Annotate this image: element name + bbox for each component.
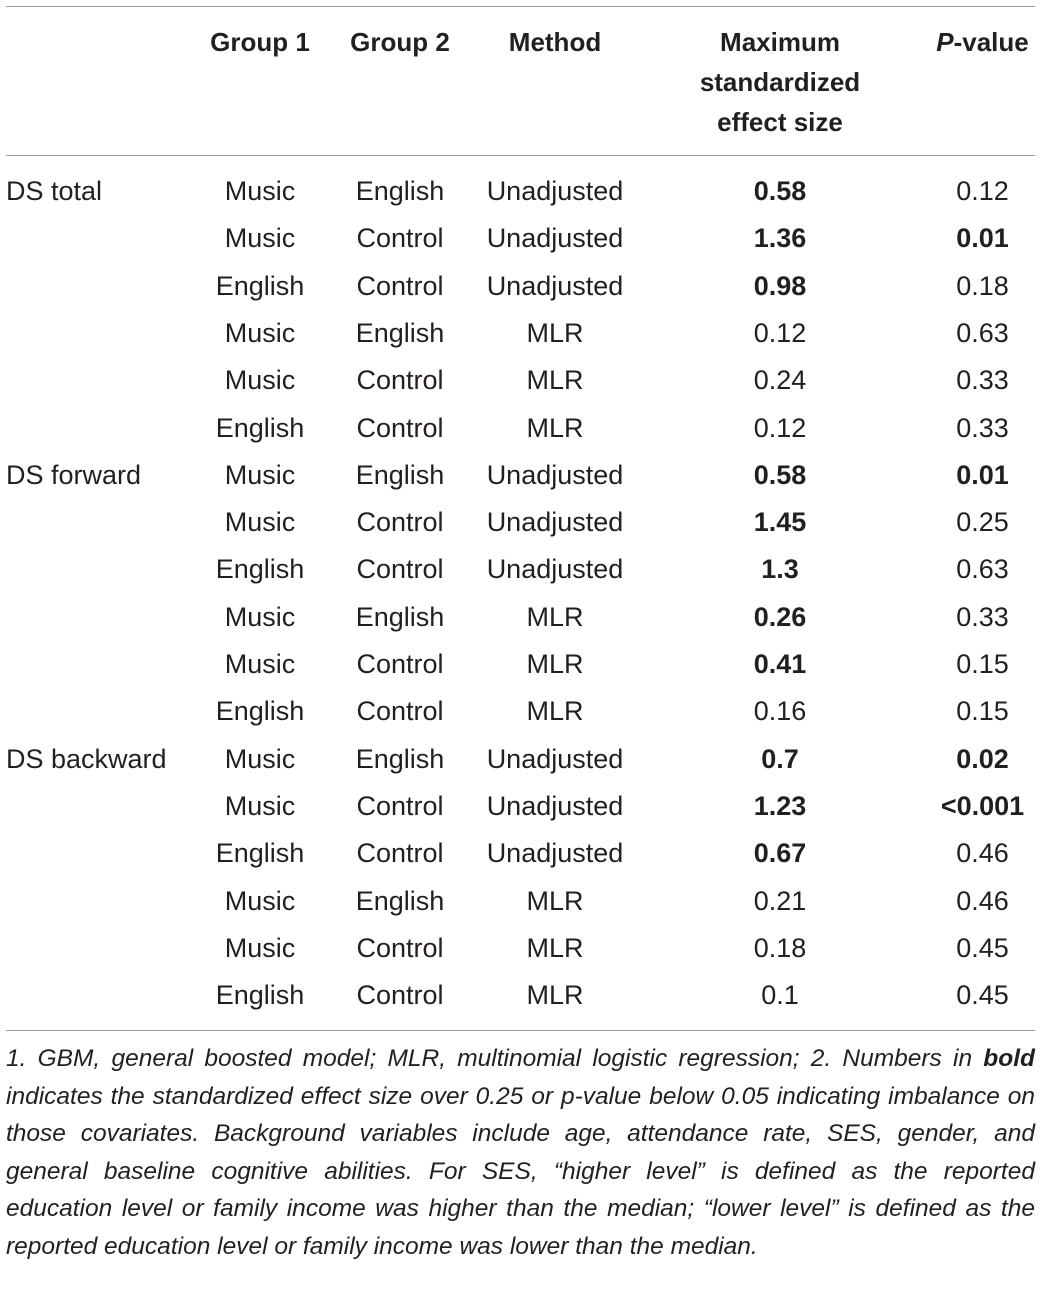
row-group1: English bbox=[215, 980, 305, 1011]
row-group1: Music bbox=[224, 743, 296, 774]
row-group2: Control bbox=[356, 365, 444, 396]
row-p-value: 0.15 bbox=[956, 649, 1009, 679]
row-group2: Control bbox=[356, 270, 444, 301]
row-group1: Music bbox=[224, 317, 296, 348]
row-method: Unadjusted bbox=[486, 507, 624, 538]
row-p-value: 0.33 bbox=[956, 365, 1009, 396]
row-p-value: 0.01 bbox=[956, 459, 1009, 490]
row-method: MLR bbox=[526, 649, 584, 679]
row-method: Unadjusted bbox=[486, 743, 624, 774]
row-group2: Control bbox=[356, 649, 444, 679]
row-effect-size: 1.23 bbox=[753, 790, 807, 821]
row-effect-size: 0.26 bbox=[753, 601, 807, 632]
row-group2: Control bbox=[356, 790, 444, 821]
header-p-value bbox=[905, 22, 1043, 62]
row-effect-size: 0.1 bbox=[761, 980, 799, 1011]
row-group2: English bbox=[355, 176, 445, 206]
row-covariate: DS forward bbox=[6, 459, 142, 490]
row-effect-size: 0.67 bbox=[753, 838, 807, 869]
row-group2: English bbox=[355, 885, 445, 916]
row-p-value: 0.15 bbox=[956, 696, 1009, 727]
row-p-value: <0.001 bbox=[940, 790, 1025, 821]
row-group1: English bbox=[215, 696, 305, 727]
row-effect-size: 1.45 bbox=[753, 507, 807, 538]
row-effect-size: 0.98 bbox=[753, 270, 807, 301]
row-p-value: 0.63 bbox=[956, 554, 1009, 585]
header-effect-size bbox=[680, 22, 880, 142]
row-method: Unadjusted bbox=[486, 176, 624, 206]
row-p-value: 0.18 bbox=[956, 270, 1009, 301]
row-group2: Control bbox=[356, 412, 444, 443]
row-group2: Control bbox=[356, 507, 444, 538]
header-group1: Group 1 bbox=[210, 27, 310, 57]
row-effect-size: 0.58 bbox=[753, 176, 807, 206]
row-effect-size: 0.58 bbox=[753, 459, 807, 490]
header-p-rest: -value bbox=[953, 27, 1029, 57]
row-group1: Music bbox=[224, 885, 296, 916]
row-p-value: 0.45 bbox=[956, 932, 1009, 963]
row-group2: Control bbox=[356, 554, 444, 585]
row-method: Unadjusted bbox=[486, 270, 624, 301]
row-group2: Control bbox=[356, 696, 444, 727]
row-method: Unadjusted bbox=[486, 459, 624, 490]
row-method: Unadjusted bbox=[486, 223, 624, 254]
footnote-part2: indicates the standardized effect size over 0.25 or p-value below 0.05 indicating imbalance on those covariates. Background variables include age, attendance rate, SES, gender, and general baseline cognitive abilities. For SES, “higher level” is defined as the reported education level or family income was higher than the median; “lower level” is defined as the reported education level or family income was lower than the median. bbox=[6, 1082, 1035, 1260]
row-group1: Music bbox=[224, 223, 296, 254]
row-method: MLR bbox=[526, 317, 584, 348]
row-effect-size: 0.7 bbox=[761, 743, 799, 774]
row-method: Unadjusted bbox=[486, 838, 624, 869]
row-group1: Music bbox=[224, 176, 296, 206]
footnote-bold-word: bold bbox=[983, 1045, 1035, 1072]
row-effect-size: 0.16 bbox=[753, 696, 807, 727]
header-bottom-rule bbox=[6, 155, 1035, 156]
row-effect-size: 1.3 bbox=[761, 554, 799, 585]
row-method: MLR bbox=[526, 932, 584, 963]
row-effect-size: 0.12 bbox=[753, 317, 807, 348]
header-group2: Group 2 bbox=[350, 27, 450, 57]
row-method: MLR bbox=[526, 980, 584, 1011]
row-method: MLR bbox=[526, 601, 584, 632]
row-effect-size: 0.21 bbox=[753, 885, 807, 916]
row-p-value: 0.25 bbox=[956, 507, 1009, 538]
row-p-value: 0.33 bbox=[956, 412, 1009, 443]
row-p-value: 0.01 bbox=[956, 223, 1009, 254]
row-effect-size: 0.24 bbox=[753, 365, 807, 396]
row-group1: Music bbox=[224, 365, 296, 396]
row-p-value: 0.46 bbox=[956, 838, 1009, 869]
row-p-value: 0.63 bbox=[956, 317, 1009, 348]
row-group1: Music bbox=[224, 459, 296, 490]
row-group1: Music bbox=[224, 601, 296, 632]
row-group2: Control bbox=[356, 223, 444, 254]
header-p-italic: P bbox=[936, 27, 954, 57]
header-effect-line2: standardized bbox=[699, 67, 861, 97]
row-group1: English bbox=[215, 270, 305, 301]
row-method: MLR bbox=[526, 696, 584, 727]
row-p-value: 0.12 bbox=[956, 176, 1009, 206]
row-method: MLR bbox=[526, 885, 584, 916]
header-method: Method bbox=[508, 27, 602, 57]
row-effect-size: 0.12 bbox=[753, 412, 807, 443]
table-bottom-rule bbox=[6, 1030, 1035, 1031]
table-footnote bbox=[6, 1040, 1035, 1265]
row-group2: English bbox=[355, 743, 445, 774]
row-p-value: 0.45 bbox=[956, 980, 1009, 1011]
row-group2: Control bbox=[356, 932, 444, 963]
header-effect-line3: effect size bbox=[717, 107, 843, 137]
row-group2: English bbox=[355, 459, 445, 490]
table-top-rule bbox=[6, 6, 1035, 7]
row-group1: English bbox=[215, 838, 305, 869]
row-covariate: DS backward bbox=[6, 743, 167, 774]
row-group1: Music bbox=[224, 790, 296, 821]
row-effect-size: 0.41 bbox=[753, 649, 807, 679]
row-method: MLR bbox=[526, 365, 584, 396]
row-group2: Control bbox=[356, 838, 444, 869]
row-method: MLR bbox=[526, 412, 584, 443]
row-group2: English bbox=[355, 601, 445, 632]
row-group1: Music bbox=[224, 932, 296, 963]
row-group1: English bbox=[215, 412, 305, 443]
row-group2: English bbox=[355, 317, 445, 348]
row-p-value: 0.33 bbox=[956, 601, 1009, 632]
footnote-part1: 1. GBM, general boosted model; MLR, multinomial logistic regression; 2. Numbers in bbox=[6, 1045, 984, 1072]
row-p-value: 0.02 bbox=[956, 743, 1009, 774]
row-effect-size: 1.36 bbox=[753, 223, 807, 254]
row-method: Unadjusted bbox=[486, 554, 624, 585]
row-effect-size: 0.18 bbox=[753, 932, 807, 963]
header-effect-line1: Maximum bbox=[720, 27, 840, 57]
row-method: Unadjusted bbox=[486, 790, 624, 821]
row-p-value: 0.46 bbox=[956, 885, 1009, 916]
row-group2: Control bbox=[356, 980, 444, 1011]
row-group1: Music bbox=[224, 507, 296, 538]
row-covariate: DS total bbox=[6, 176, 103, 206]
row-group1: Music bbox=[224, 649, 296, 679]
row-group1: English bbox=[215, 554, 305, 585]
